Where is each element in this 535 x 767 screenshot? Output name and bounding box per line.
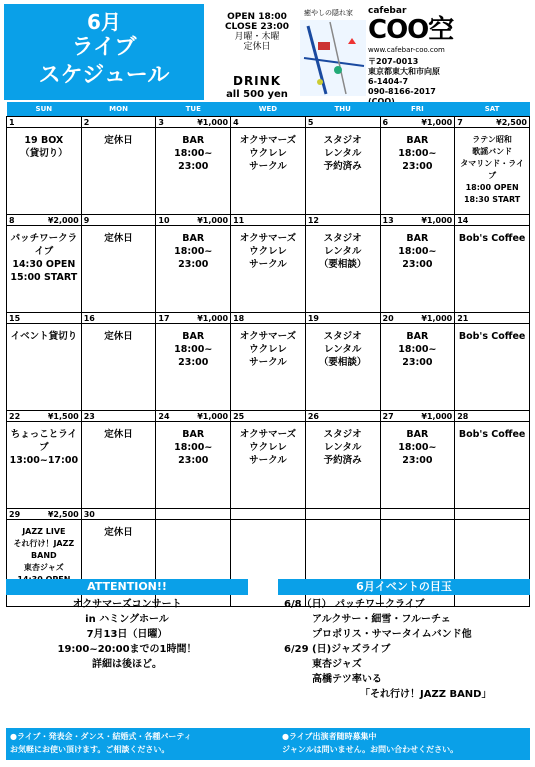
- day-price: ¥2,500: [496, 117, 527, 127]
- day-number: 22: [9, 411, 21, 421]
- calendar-day-cell: [81, 312, 156, 410]
- day-header: [156, 313, 230, 324]
- event-line: イベント貸切り: [10, 330, 78, 342]
- calendar-day-cell: [380, 312, 455, 410]
- footer-right-line-1: ●ライブ出演者随時募集中: [282, 732, 377, 741]
- calendar-day-cell: [231, 410, 306, 508]
- day-events: [306, 134, 380, 173]
- day-events: [82, 526, 156, 539]
- phone-number: 090-8166-2017: [368, 87, 436, 96]
- day-number: 24: [158, 411, 170, 421]
- event-line: サークル: [249, 258, 287, 270]
- day-events: [455, 428, 529, 441]
- event-line: 定休日: [104, 526, 133, 538]
- event-line: 18:00~: [398, 441, 437, 453]
- day-header: [455, 117, 529, 128]
- calendar-day-cell: [305, 214, 380, 312]
- event-line: タマリンド・ライブ: [460, 158, 524, 180]
- event-line: BAR: [406, 330, 429, 342]
- event-line: 23:00: [178, 160, 209, 172]
- event-line: 23:00: [178, 258, 209, 270]
- day-number: 14: [457, 215, 469, 225]
- info-section: [6, 579, 530, 727]
- weekday-header: MON: [81, 102, 156, 116]
- event-line: （貸切り）: [20, 147, 68, 159]
- day-price: ¥2,000: [47, 215, 79, 225]
- day-header: [156, 215, 230, 226]
- event-2-title: 6/29 (日)ジャズライブ: [284, 644, 391, 655]
- day-number: 20: [382, 313, 394, 323]
- day-number: 23: [83, 411, 95, 421]
- event-line: スタジオ: [323, 330, 362, 342]
- calendar-day-cell: [7, 214, 82, 312]
- event-line: BAR: [182, 134, 205, 146]
- day-events: [455, 232, 529, 245]
- day-events: [82, 134, 156, 147]
- footer-left-line-2: お気軽にお使い頂けます。ご相談ください。: [10, 745, 170, 754]
- event-2-band: 「それ行け！JAZZ BAND」: [360, 689, 492, 700]
- event-1-performers-2: プロポリス・サマータイムバンド他: [312, 629, 472, 640]
- event-line: 23:00: [402, 454, 433, 466]
- day-number: 28: [457, 411, 469, 421]
- day-price: ¥1,000: [421, 313, 453, 323]
- day-header: [306, 509, 380, 520]
- event-line: レンタル: [323, 441, 362, 453]
- calendar-day-cell: [156, 312, 231, 410]
- event-line: （要相談）: [318, 356, 367, 368]
- day-events: [306, 232, 380, 271]
- shop-logo-name: COO空: [368, 15, 454, 45]
- event-2-performer: 東杏ジャズ: [312, 659, 362, 670]
- calendar-day-cell: [7, 312, 82, 410]
- day-price: ¥1,000: [421, 215, 453, 225]
- calendar-day-cell: [305, 312, 380, 410]
- calendar-day-cell: [231, 116, 306, 214]
- calendar-day-cell: [231, 312, 306, 410]
- day-number: 12: [307, 215, 319, 225]
- day-header: [381, 117, 455, 128]
- attention-line: 7月13日（日曜）: [86, 629, 168, 640]
- event-line: 定休日: [104, 330, 133, 342]
- shop-url[interactable]: www.cafebar-coo.com: [368, 46, 445, 54]
- address-line-2: 6-1404-7: [368, 77, 409, 86]
- calendar-day-cell: [156, 116, 231, 214]
- map-graphic: [300, 8, 366, 98]
- event-line: 15:00 START: [10, 271, 78, 283]
- holiday-label: 定休日: [243, 42, 271, 52]
- event-line: BAR: [182, 330, 205, 342]
- day-price: ¥1,000: [197, 313, 229, 323]
- address-line-1: 東京都東大和市向原: [368, 67, 440, 76]
- day-header: [7, 411, 81, 422]
- event-line: 23:00: [402, 258, 433, 270]
- day-events: [231, 330, 305, 369]
- day-events: [7, 330, 81, 343]
- event-line: BAR: [182, 232, 205, 244]
- calendar-week-row: [7, 312, 530, 410]
- day-header: [231, 117, 305, 128]
- event-line: 定休日: [104, 232, 133, 244]
- event-line: サークル: [249, 160, 287, 172]
- day-events: [156, 428, 230, 467]
- open-time: OPEN 18:00: [227, 12, 287, 22]
- day-header: [381, 215, 455, 226]
- featured-events-box: [278, 579, 530, 702]
- day-header: [455, 509, 529, 520]
- calendar-day-cell: [455, 410, 530, 508]
- event-line: 19 BOX: [24, 134, 64, 146]
- day-header: [306, 117, 380, 128]
- event-line: それ行け！JAZZ BAND: [13, 538, 75, 560]
- day-header: [156, 411, 230, 422]
- day-events: [7, 232, 81, 284]
- event-line: 歌謡バンド: [472, 146, 513, 156]
- day-events: [381, 134, 455, 173]
- day-events: [306, 330, 380, 369]
- event-line: スタジオ: [323, 428, 362, 440]
- day-events: [7, 134, 81, 160]
- calendar-body: [7, 116, 530, 606]
- day-number: 10: [158, 215, 170, 225]
- calendar-day-cell: [81, 116, 156, 214]
- calendar-day-cell: [455, 116, 530, 214]
- event-line: レンタル: [323, 147, 362, 159]
- day-price: ¥1,000: [197, 117, 229, 127]
- event-line: 23:00: [178, 356, 209, 368]
- day-header: [7, 313, 81, 324]
- day-number: 1: [9, 117, 15, 127]
- day-events: [231, 428, 305, 467]
- event-line: JAZZ LIVE: [22, 526, 66, 536]
- day-header: [82, 411, 156, 422]
- day-header: [306, 313, 380, 324]
- calendar-day-cell: [231, 214, 306, 312]
- day-price: ¥1,000: [197, 215, 229, 225]
- day-number: 6: [382, 117, 389, 127]
- day-number: 7: [457, 117, 463, 127]
- day-events: [381, 232, 455, 271]
- calendar-week-row: [7, 214, 530, 312]
- day-header: [82, 509, 156, 520]
- weekday-header: FRI: [380, 102, 455, 116]
- event-line: 定休日: [104, 134, 133, 146]
- day-events: [7, 428, 81, 467]
- day-number: 26: [307, 411, 319, 421]
- calendar-table: [6, 102, 530, 607]
- event-line: レンタル: [323, 343, 362, 355]
- event-line: 14:30 OPEN: [12, 258, 76, 270]
- day-number: 2: [83, 117, 90, 127]
- day-header: [7, 509, 81, 520]
- day-price: ¥1,000: [421, 117, 453, 127]
- event-line: ウクレレ: [249, 343, 287, 355]
- event-line: 23:00: [178, 454, 209, 466]
- calendar-day-cell: [305, 410, 380, 508]
- day-number: 9: [83, 215, 90, 225]
- event-line: 18:00~: [174, 343, 213, 355]
- event-line: 18:00~: [398, 343, 437, 355]
- attention-header: ATTENTION!!: [6, 579, 248, 595]
- calendar-day-cell: [380, 410, 455, 508]
- day-number: 18: [233, 313, 245, 323]
- day-header: [82, 117, 156, 128]
- close-time: CLOSE 23:00: [224, 22, 290, 32]
- event-line: オクサマーズ: [239, 428, 297, 440]
- weekday-header-row: [7, 102, 530, 116]
- day-number: 4: [233, 117, 239, 127]
- day-header: [381, 411, 455, 422]
- day-price: ¥1,000: [197, 411, 229, 421]
- day-price: ¥2,500: [47, 509, 79, 519]
- day-events: [455, 330, 529, 343]
- attention-line: オクサマーズコンサート: [72, 599, 182, 610]
- day-events: [381, 330, 455, 369]
- event-line: ウクレレ: [249, 245, 287, 257]
- day-header: [455, 215, 529, 226]
- day-number: 15: [9, 313, 21, 323]
- calendar-day-cell: [455, 214, 530, 312]
- drink-price: all 500 yen: [226, 89, 288, 100]
- event-line: ラテン昭和: [472, 134, 512, 144]
- featured-events-header: 6月イベントの目玉: [278, 579, 530, 595]
- weekday-header: WED: [231, 102, 306, 116]
- event-line: （要相談）: [318, 258, 367, 270]
- event-line: Bob's Coffee: [458, 330, 526, 342]
- day-events: [82, 232, 156, 245]
- event-line: ウクレレ: [249, 147, 287, 159]
- event-line: 23:00: [402, 356, 433, 368]
- day-number: 3: [158, 117, 164, 127]
- day-header: [7, 215, 81, 226]
- day-header: [231, 411, 305, 422]
- day-events: [381, 428, 455, 467]
- weekday-header: SAT: [455, 102, 530, 116]
- schedule-title-block: [4, 4, 204, 100]
- day-header: [7, 117, 81, 128]
- day-header: [82, 313, 156, 324]
- day-header: [231, 509, 305, 520]
- day-number: 5: [307, 117, 314, 127]
- month-label: 6月: [87, 10, 121, 34]
- event-line: 23:00: [402, 160, 433, 172]
- day-header: [381, 313, 455, 324]
- event-line: 東杏ジャズ: [23, 562, 64, 572]
- day-number: 27: [382, 411, 394, 421]
- event-line: BAR: [182, 428, 205, 440]
- event-line: パッチワークライブ: [10, 232, 78, 257]
- footer-banner: [6, 728, 530, 760]
- calendar-day-cell: [7, 410, 82, 508]
- drink-label: DRINK: [232, 74, 281, 88]
- day-header: [156, 117, 230, 128]
- event-2-leader: 高橋テツ率いる: [312, 674, 382, 685]
- day-price: ¥1,000: [421, 411, 453, 421]
- title-line-1: ライブ: [71, 35, 137, 60]
- day-number: 30: [83, 509, 95, 519]
- event-line: BAR: [406, 428, 429, 440]
- day-events: [156, 134, 230, 173]
- day-header: [306, 411, 380, 422]
- day-header: [455, 313, 529, 324]
- event-line: BAR: [406, 134, 429, 146]
- event-line: サークル: [249, 454, 287, 466]
- day-events: [231, 134, 305, 173]
- event-line: 18:00~: [398, 147, 437, 159]
- event-1-title: 6/8（日） パッチワークライブ: [284, 599, 425, 610]
- weekday-header: TUE: [156, 102, 231, 116]
- footer-left-line-1: ●ライブ・発表会・ダンス・結婚式・各種パーティ: [10, 732, 192, 741]
- day-number: 19: [307, 313, 319, 323]
- access-map: [300, 8, 366, 98]
- event-line: 18:00 OPEN: [465, 182, 519, 192]
- day-header: [381, 509, 455, 520]
- day-number: 25: [233, 411, 245, 421]
- shop-info: [368, 6, 528, 107]
- footer-right-line-2: ジャンルは問いません。お問い合わせください。: [282, 745, 459, 754]
- day-header: [306, 215, 380, 226]
- calendar-day-cell: [81, 214, 156, 312]
- event-line: 18:30 START: [463, 194, 521, 204]
- day-events: [231, 232, 305, 271]
- day-price: ¥1,500: [47, 411, 79, 421]
- calendar-day-cell: [380, 116, 455, 214]
- weekday-header: THU: [305, 102, 380, 116]
- event-line: 18:00~: [174, 245, 213, 257]
- day-number: 29: [9, 509, 21, 519]
- calendar-day-cell: [156, 214, 231, 312]
- event-line: 18:00~: [174, 147, 213, 159]
- event-line: 18:00~: [174, 441, 213, 453]
- calendar-day-cell: [305, 116, 380, 214]
- calendar-day-cell: [7, 116, 82, 214]
- calendar-week-row: [7, 116, 530, 214]
- attention-line: 19:00~20:00までの1時間！: [57, 644, 197, 655]
- event-line: 定休日: [104, 428, 133, 440]
- day-events: [306, 428, 380, 467]
- attention-line: 詳細は後ほど。: [92, 659, 162, 670]
- hours-block: [210, 12, 304, 100]
- calendar-week-row: [7, 410, 530, 508]
- day-events: [156, 330, 230, 369]
- day-events: [455, 134, 529, 206]
- day-events: [156, 232, 230, 271]
- event-line: スタジオ: [323, 134, 362, 146]
- day-number: 13: [382, 215, 394, 225]
- title-line-2: スケジュール: [38, 63, 170, 88]
- holiday-days: 月曜・木曜: [234, 32, 280, 42]
- event-line: 予約済み: [323, 160, 362, 172]
- cafebar-label: cafebar: [368, 6, 407, 16]
- event-line: 18:00~: [398, 245, 437, 257]
- day-number: 8: [9, 215, 15, 225]
- weekday-header: SUN: [7, 102, 82, 116]
- day-number: 21: [457, 313, 469, 323]
- event-line: スタジオ: [323, 232, 362, 244]
- day-header: [82, 215, 156, 226]
- postal-code: 〒207-0013: [368, 57, 419, 66]
- day-header: [156, 509, 230, 520]
- event-line: 13:00~17:00: [9, 454, 79, 466]
- event-line: サークル: [249, 356, 287, 368]
- calendar-day-cell: [81, 410, 156, 508]
- event-line: 予約済み: [323, 454, 362, 466]
- event-line: ウクレレ: [249, 441, 287, 453]
- event-line: ちょっことライブ: [10, 428, 77, 453]
- event-line: オクサマーズ: [239, 232, 297, 244]
- day-events: [82, 330, 156, 343]
- attention-box: [6, 579, 248, 672]
- event-line: BAR: [406, 232, 429, 244]
- day-header: [455, 411, 529, 422]
- day-number: 11: [233, 215, 245, 225]
- event-line: Bob's Coffee: [458, 232, 526, 244]
- event-line: オクサマーズ: [239, 330, 297, 342]
- day-number: 17: [158, 313, 170, 323]
- calendar-day-cell: [380, 214, 455, 312]
- day-events: [82, 428, 156, 441]
- day-number: 16: [83, 313, 95, 323]
- calendar-day-cell: [455, 312, 530, 410]
- calendar-day-cell: [156, 410, 231, 508]
- event-line: Bob's Coffee: [458, 428, 526, 440]
- event-line: オクサマーズ: [239, 134, 297, 146]
- event-1-performers: アルクサー・細雪・フルーチェ: [312, 614, 451, 625]
- map-tagline: 癒やしの隠れ家: [304, 9, 353, 17]
- event-line: レンタル: [323, 245, 362, 257]
- day-header: [231, 215, 305, 226]
- attention-line: in ハミングホール: [85, 614, 169, 625]
- day-header: [231, 313, 305, 324]
